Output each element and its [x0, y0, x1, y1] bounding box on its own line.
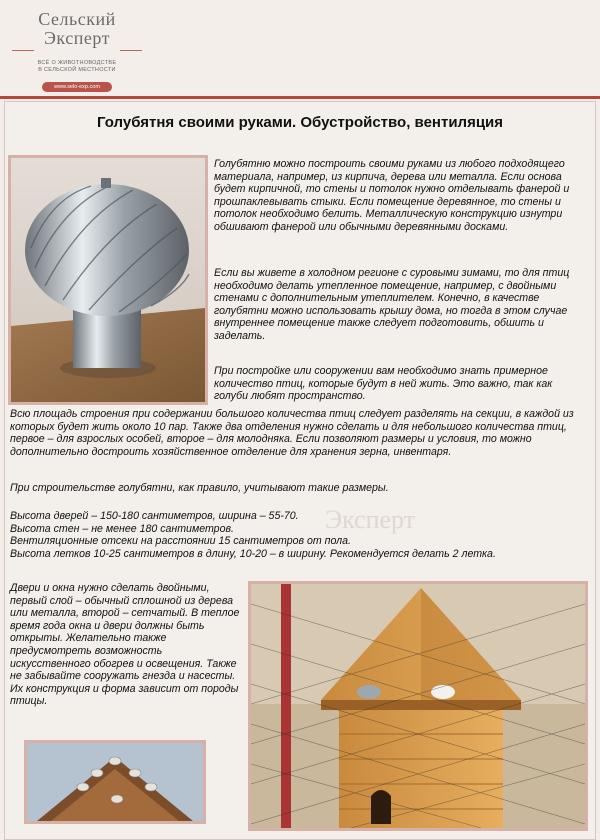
logo-rule-right	[120, 50, 142, 51]
paragraph-cold-climate: Если вы живете в холодном регионе с суровыми зимами, то для птиц необходимо делать утепленное помещение, например, с двойными стенами с дополнительным утеплителем. Конечно, в качестве голубятни можно использовать крышу дома, но тогда в этом случае внутреннее помещение также следует подготовить, обшить и заделать.	[214, 267, 570, 342]
size-item-doors: Высота дверей – 150-180 сантиметров, ширина – 55-70.	[10, 510, 299, 522]
logo-tagline	[12, 60, 142, 74]
size-item-vents: Вентиляционные отсеки на расстоянии 15 сантиметров от пола.	[10, 535, 351, 548]
size-item-walls: Высота стен – не менее 180 сантиметров.	[10, 522, 234, 535]
site-header	[0, 0, 600, 96]
logo-title-line2: Эксперт	[44, 28, 110, 48]
paragraph-sizes-intro: При строительстве голубятни, как правило, учитывают такие размеры.	[10, 482, 389, 494]
logo-tagline-line2: В СЕЛЬСКОЙ МЕСТНОСТИ	[38, 67, 116, 73]
logo-rule-left	[12, 50, 34, 51]
logo-title-line1: Сельский	[38, 9, 116, 29]
turbine-ventilator-photo	[8, 155, 208, 405]
turbine-ventilator-image	[11, 158, 205, 402]
paragraph-doors-windows: Двери и окна нужно сделать двойными, первый слой – обычный сплошной из дерева или металла, второй – сетчатый. В теплое время года окна и двери должны быть открыты. Желательно также предусмотреть возможность искусственного обогрев и освещения. Также не забывайте сооружать гнезда и насесты. Их конструкция и форма зависит от породы птицы.	[10, 582, 240, 708]
pigeons-on-roof-photo	[24, 740, 206, 824]
logo-url-badge[interactable]: www.selo-exp.com	[42, 82, 112, 92]
logo-tagline-line1: ВСЁ О ЖИВОТНОВОДСТВЕ	[37, 60, 117, 66]
size-list	[10, 510, 590, 560]
pigeons-on-roof-image	[27, 743, 203, 821]
background-watermark: Эксперт	[324, 505, 416, 534]
paragraph-sections: Всю площадь строения при содержании большого количества птиц следует разделять на секции, в каждой из которых будет жить около 10 пар. Также два отделения нужно сделать и для небольшого количества птиц, первое – для взрослых особей, второе – для молодняка. Если позволяют размеры и условия, то можно дополнительно достроить хозяйственное отделение для хранения зерна, инвентаря.	[10, 408, 574, 458]
wooden-dovecote-image	[251, 584, 585, 828]
wooden-dovecote-photo	[248, 581, 588, 831]
paragraph-bird-count: При постройке или сооружении вам необходимо знать примерное количество птиц, которые будут в ней жить. Это важно, так как голуби любят пространство.	[214, 365, 553, 403]
paragraph-materials: Голубятню можно построить своими руками из любого подходящего материала, например, из кирпича, дерева или металла. Если основа будет кирпичной, то стены и потолок нужно отделывать фанерой и прошпаклевывать стыки. Если помещение деревянное, то стены и потолок необходимо белить. Металлическую конструкцию изнутри обшивают фанерой или обычными деревянными досками.	[214, 158, 570, 233]
article-title: Голубятня своими руками. Обустройство, вентиляция	[96, 114, 504, 131]
site-logo[interactable]	[12, 10, 142, 93]
size-item-entrances: Высота летков 10-25 сантиметров в длину, 10-20 – в ширину. Рекомендуется делать 2 летка.	[10, 547, 496, 560]
